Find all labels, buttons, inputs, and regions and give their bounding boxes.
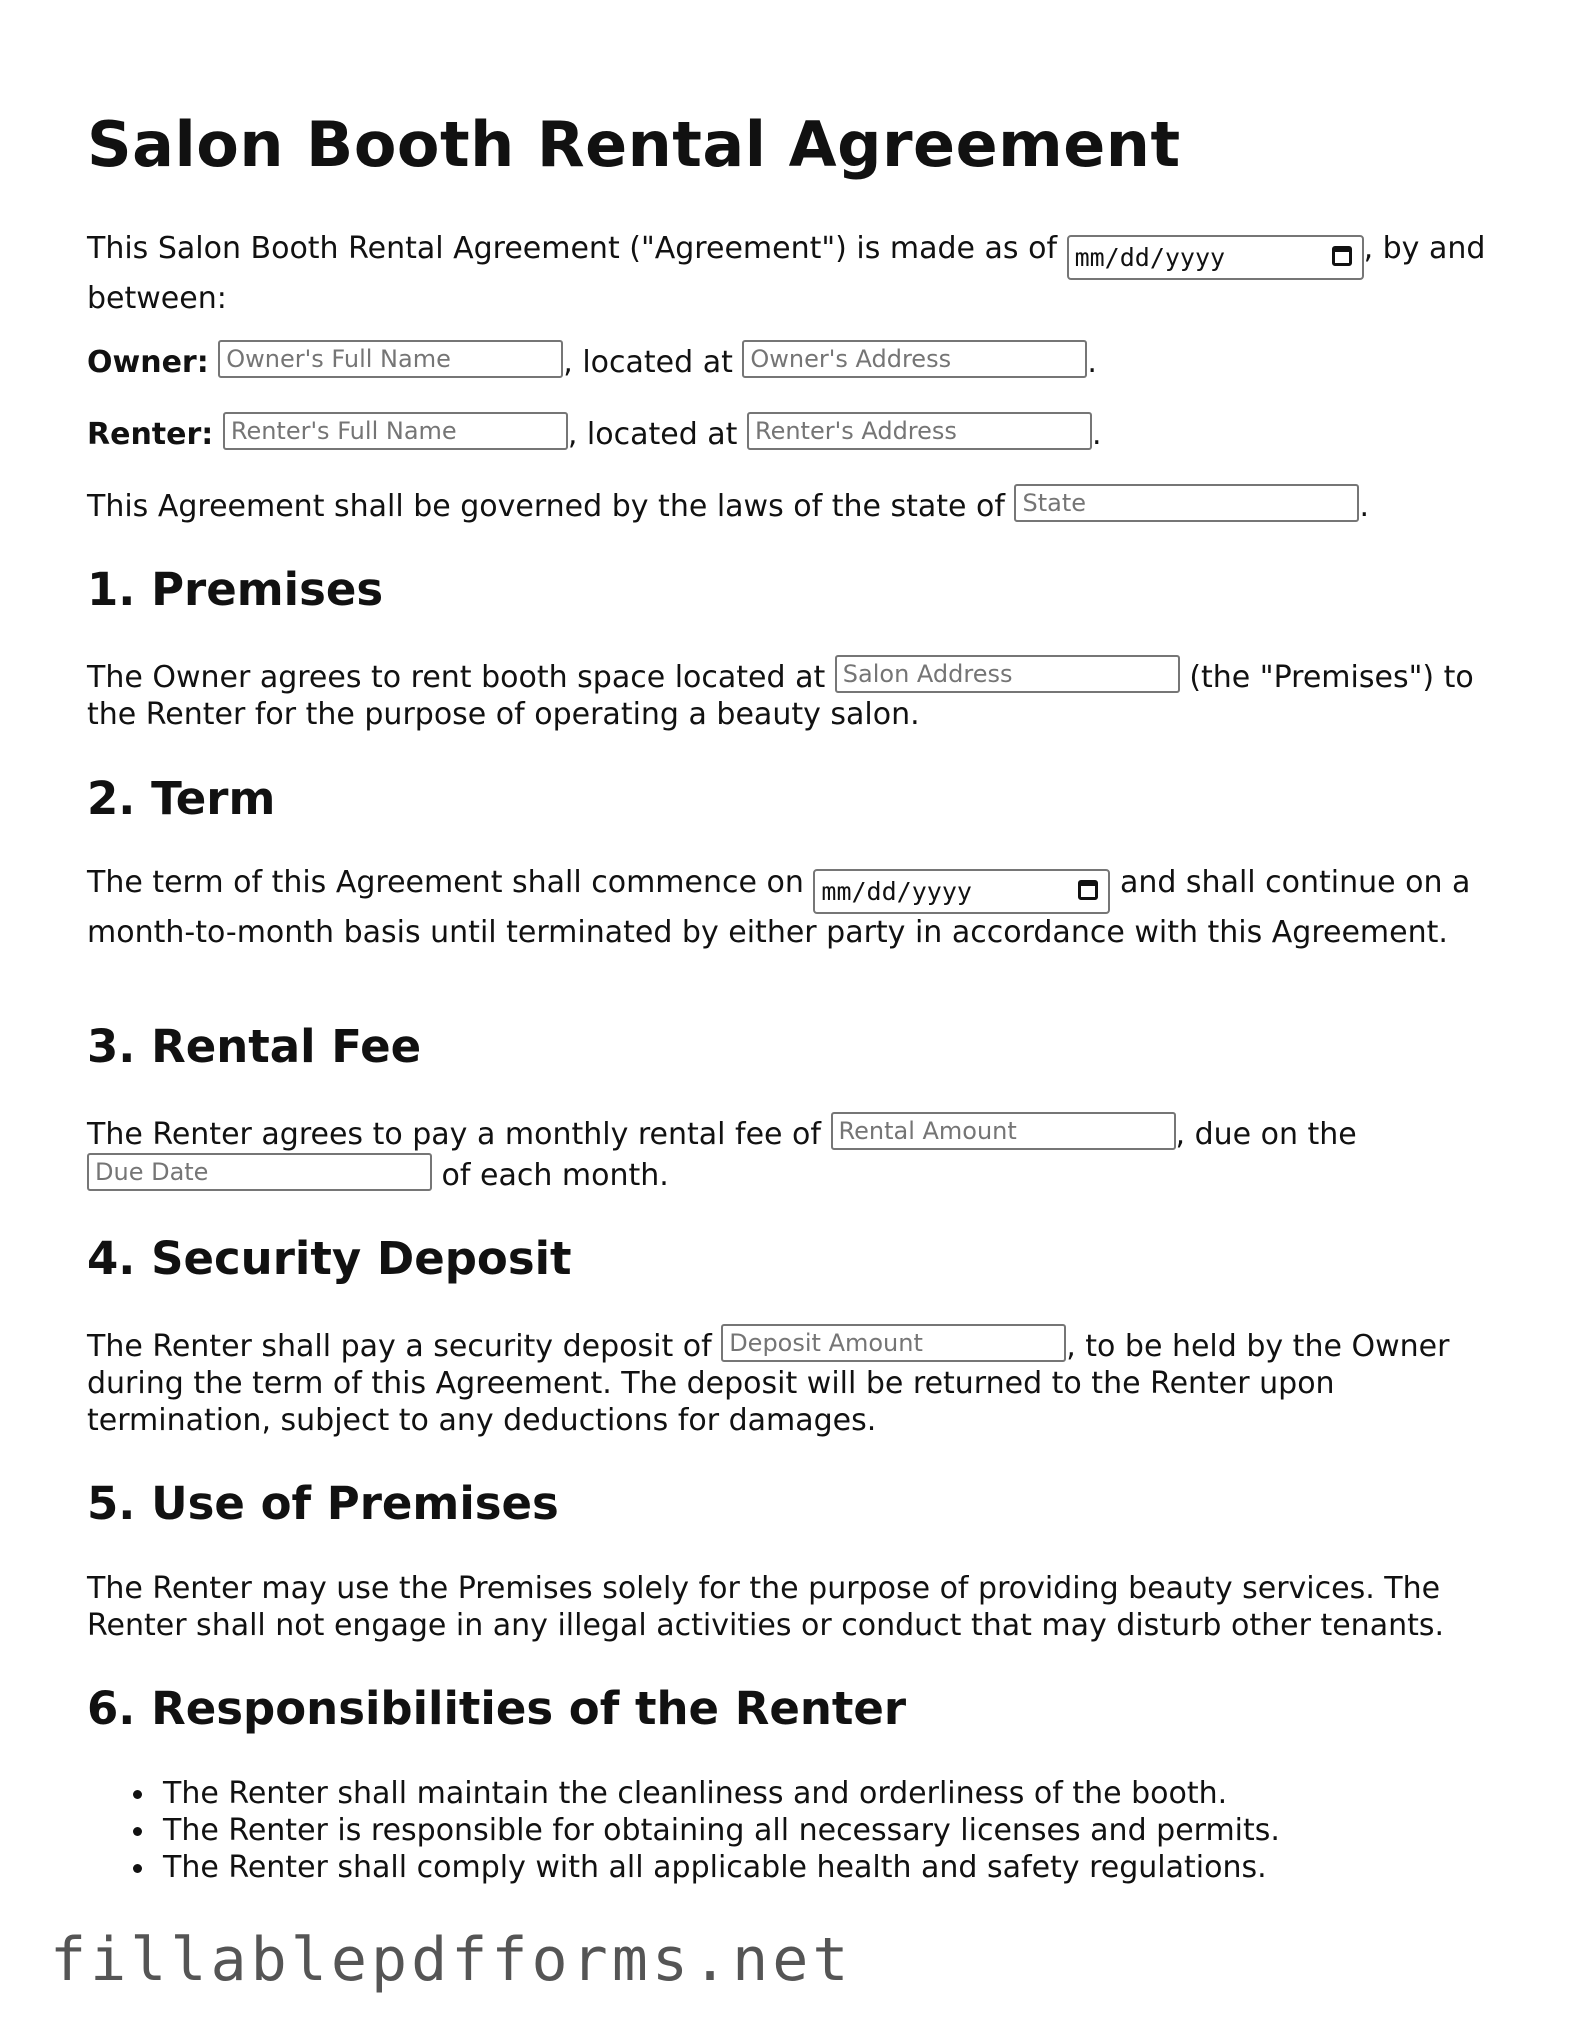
section-use-heading: 5. Use of Premises [87,1477,559,1530]
premises-text: The Owner agrees to rent booth space located at [87,660,826,695]
owner-end: . [1087,345,1097,380]
term-text: The term of this Agreement shall commence on [87,865,804,900]
owner-located-text: , located at [563,345,733,380]
renter-name-field[interactable]: Renter's Full Name [223,412,568,450]
agreement-date-placeholder: mm/dd/yyyy [1074,243,1226,272]
renter-located-text: , located at [567,417,738,452]
list-item: The Renter is responsible for obtaining all necessary licenses and permits. [163,1813,1280,1848]
page-title: Salon Booth Rental Agreement [87,108,1181,181]
responsibilities-list [87,1775,1280,1886]
renter-label: Renter: [87,417,214,452]
term-start-date-input[interactable] [813,869,1110,914]
renter-end: . [1091,417,1102,452]
intro-paragraph [87,230,1487,317]
rental-fee-text-after: of each month. [441,1158,669,1193]
deposit-paragraph [87,1324,1487,1439]
use-paragraph: The Renter may use the Premises solely for the purpose of providing beauty services. The Renter shall not engage in any illegal activities or conduct that may disturb other tenants. [87,1571,1445,1643]
rental-amount-field[interactable]: Rental Amount [831,1112,1176,1150]
intro-text: This Salon Booth Rental Agreement ("Agreement") is made as of [87,231,1058,266]
owner-line [87,340,1487,381]
list-item: The Renter shall maintain the cleanliness and orderliness of the booth. [163,1775,1280,1812]
renter-line [87,412,1487,453]
governing-line [87,484,1487,525]
renter-address-field[interactable]: Renter's Address [747,412,1092,450]
owner-name-field[interactable]: Owner's Full Name [218,340,563,378]
deposit-amount-field[interactable]: Deposit Amount [721,1324,1066,1362]
deposit-text-after: , to be held by the Owner during the term of this Agreement. The deposit will be returned to the Renter upon termination, subject to any deductions for damages. [87,1329,1450,1438]
section-premises-heading: 1. Premises [87,563,384,616]
term-date-placeholder: mm/dd/yyyy [821,877,972,906]
section-term-heading: 2. Term [87,772,276,825]
rental-fee-paragraph [87,1112,1487,1194]
rental-fee-text: The Renter agrees to pay a monthly rental fee of [87,1117,821,1152]
intro-text-after: , by and between: [87,231,1486,316]
agreement-date-input[interactable] [1067,235,1364,280]
salon-address-field[interactable]: Salon Address [835,655,1180,693]
premises-paragraph [87,655,1487,733]
rental-fee-text-mid: , due on the [1175,1117,1357,1152]
governing-end: . [1359,489,1370,524]
governing-text: This Agreement shall be governed by the laws of the state of [87,489,1005,524]
deposit-text: The Renter shall pay a security deposit of [87,1329,712,1364]
state-field[interactable]: State [1014,484,1359,522]
term-paragraph [87,864,1487,951]
due-date-field[interactable]: Due Date [87,1153,432,1191]
calendar-icon[interactable] [1078,880,1098,900]
calendar-icon[interactable] [1332,246,1352,266]
list-item: The Renter shall comply with all applicable health and safety regulations. [163,1849,1280,1886]
owner-label: Owner: [87,345,209,380]
term-text-after: and shall continue on a month-to-month basis until terminated by either party in accordance with this Agreement. [87,865,1471,950]
owner-address-field[interactable]: Owner's Address [742,340,1087,378]
section-deposit-heading: 4. Security Deposit [87,1232,572,1285]
section-rental-fee-heading: 3. Rental Fee [87,1020,422,1073]
watermark: fillablepdfforms.net [50,1925,853,1995]
section-responsibilities-heading: 6. Responsibilities of the Renter [87,1682,907,1735]
premises-text-after: (the "Premises") to the Renter for the purpose of operating a beauty salon. [87,660,1474,732]
